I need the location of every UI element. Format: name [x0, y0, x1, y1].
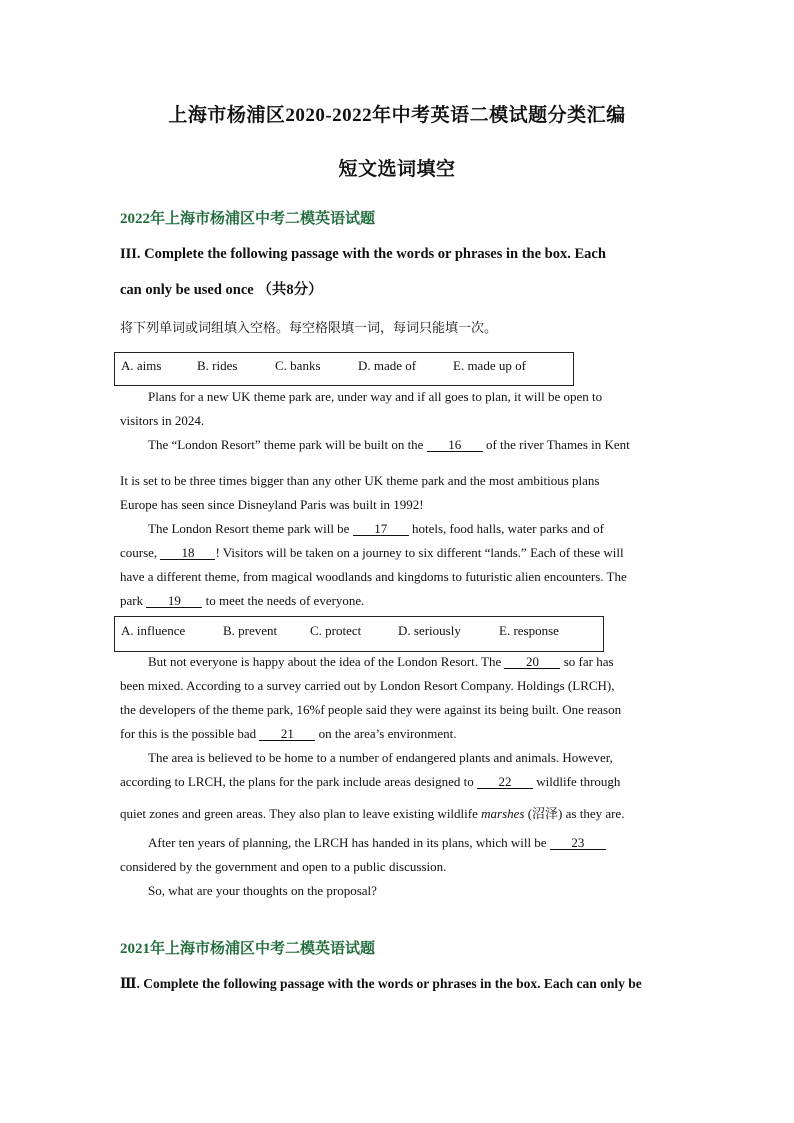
section-heading-2022: 2022年上海市杨浦区中考二模英语试题 [120, 211, 376, 227]
paragraph-7-line-2: considered by the government and open to a public discussion. [120, 859, 447, 874]
paragraph-1-line-2: visitors in 2024. [120, 413, 205, 428]
word-box-1-option-d: D. made of [358, 358, 417, 373]
blank-17: 17 [353, 522, 409, 536]
paragraph-8: So, what are your thoughts on the proposal? [148, 883, 377, 898]
chinese-instruction: 将下列单词或词组填入空格。每空格限填一词，每词只能填一次。 [120, 321, 498, 336]
paragraph-6-text-a: according to LRCH, the plans for the park include areas designed to [120, 774, 478, 789]
paragraph-2-text-b: of the river Thames in Kent [482, 437, 630, 452]
paragraph-6-marshes: marshes [481, 806, 525, 821]
blank-23: 23 [550, 836, 606, 850]
word-box-2 [114, 616, 604, 652]
blank-18: 18 [160, 546, 215, 560]
document-title: 上海市杨浦区2020-2022年中考英语二模试题分类汇编 [168, 105, 626, 126]
blank-20: 20 [504, 655, 560, 669]
blank-22: 22 [477, 775, 533, 789]
word-box-1-option-a: A. aims [121, 358, 162, 373]
blank-21: 21 [259, 727, 315, 741]
instruction-2021-line-1: Ⅲ. Complete the following passage with the words or phrases in the box. Each can only be [120, 976, 642, 991]
paragraph-3-line-1: It is set to be three times bigger than any other UK theme park and the most ambitious plans [120, 473, 600, 488]
paragraph-4-line-4 [120, 593, 364, 609]
instruction-line-1: III. Complete the following passage with the words or phrases in the box. Each [120, 246, 606, 262]
paragraph-1-line-1: Plans for a new UK theme park are, under way and if all goes to plan, it will be open to [148, 389, 603, 404]
word-box-1 [114, 352, 574, 386]
paragraph-5-line-3: the developers of the theme park, 16%f people said they were against its being built. One reason [120, 702, 622, 717]
section-heading-2021: 2021年上海市杨浦区中考二模英语试题 [120, 941, 376, 957]
paragraph-3-line-2: Europe has seen since Disneyland Paris was built in 1992! [120, 497, 424, 512]
word-box-2-option-d: D. seriously [398, 623, 461, 638]
paragraph-6-text-c: quiet zones and green areas. They also plan to leave existing wildlife [120, 806, 482, 821]
paragraph-5-text-b: so far has [560, 654, 614, 669]
paragraph-4-text-d: ! Visitors will be taken on a journey to six different “lands.” Each of these will [215, 545, 624, 560]
word-box-2-option-a: A. influence [121, 623, 186, 638]
paragraph-5-line-2: been mixed. According to a survey carried out by London Resort Company. Holdings (LRCH), [120, 678, 615, 693]
instruction-line-2: can only be used once （共8分） [120, 282, 323, 298]
document-subtitle: 短文选词填空 [338, 159, 456, 180]
paragraph-6-line-3 [120, 803, 624, 822]
paragraph-7-line-1 [148, 835, 606, 851]
paragraph-2-text-a: The “London Resort” theme park will be built on the [148, 437, 427, 452]
paragraph-4-line-1 [148, 521, 604, 537]
paragraph-5-text-d: on the area’s environment. [315, 726, 457, 741]
paragraph-6-text-d: (沼泽) as they are. [524, 806, 625, 821]
word-box-1-option-c: C. banks [275, 358, 321, 373]
paragraph-4-text-b: hotels, food halls, water parks and of [408, 521, 605, 536]
paragraph-4-text-e: park [120, 593, 147, 608]
paragraph-2-line-1 [148, 437, 630, 453]
word-box-1-option-e: E. made up of [453, 358, 526, 373]
paragraph-6-text-b: wildlife through [533, 774, 621, 789]
paragraph-4-line-3: have a different theme, from magical woodlands and kingdoms to futuristic alien encounters. The [120, 569, 627, 584]
paragraph-6-line-1: The area is believed to be home to a number of endangered plants and animals. However, [148, 750, 613, 765]
paragraph-5-text-c: for this is the possible bad [120, 726, 260, 741]
paragraph-4-text-a: The London Resort theme park will be [148, 521, 353, 536]
paragraph-4-text-f: to meet the needs of everyone. [202, 593, 365, 608]
paragraph-6-line-2 [120, 774, 620, 790]
word-box-2-option-e: E. response [499, 623, 559, 638]
paragraph-5-line-4 [120, 726, 457, 742]
word-box-2-option-b: B. prevent [223, 623, 278, 638]
word-box-1-option-b: B. rides [197, 358, 238, 373]
blank-19: 19 [146, 594, 202, 608]
word-box-2-option-c: C. protect [310, 623, 362, 638]
paragraph-5-text-a: But not everyone is happy about the idea of the London Resort. The [148, 654, 505, 669]
paragraph-4-line-2 [120, 545, 624, 561]
paragraph-5-line-1 [148, 654, 614, 670]
blank-16: 16 [427, 438, 483, 452]
paragraph-7-text-a: After ten years of planning, the LRCH has handed in its plans, which will be [148, 835, 550, 850]
paragraph-4-text-c: course, [120, 545, 161, 560]
